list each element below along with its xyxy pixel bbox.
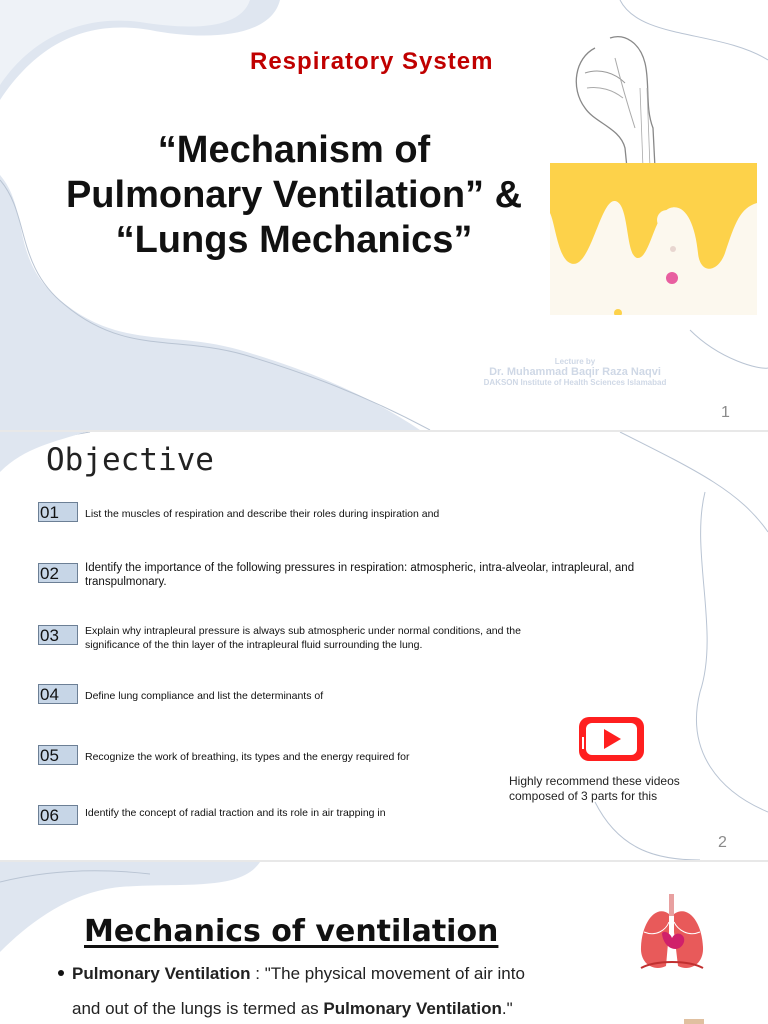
airway-anatomy-sketch xyxy=(565,28,675,168)
objective-text-5: Recognize the work of breathing, its types and the energy required for xyxy=(85,751,410,763)
objective-text-2: Identify the importance of the following pressures in respiration: atmospheric, intra-alveolar, intrapleural, and transpulmonary. xyxy=(85,562,635,588)
lecture-by-label: Lecture by xyxy=(554,357,596,366)
definition-line-2 xyxy=(72,999,632,1019)
objective-number-6: 06 xyxy=(38,805,78,825)
title-line-2: Pulmonary Ventilation” & xyxy=(65,174,523,216)
title-line-3: “Lungs Mechanics” xyxy=(115,219,473,261)
objective-number-4: 04 xyxy=(38,684,78,704)
definition-part-1: : "The physical movement of air into xyxy=(250,964,525,983)
objective-text-6: Identify the concept of radial traction and its role in air trapping in xyxy=(85,807,386,819)
slide-title xyxy=(14,128,574,263)
term-repeat: Pulmonary Ventilation xyxy=(323,999,502,1018)
lecturer-block xyxy=(460,357,690,387)
objective-text-1: List the muscles of respiration and describe their roles during inspiration and xyxy=(85,508,440,520)
partial-graphic xyxy=(684,1014,704,1024)
objective-number-5: 05 xyxy=(38,745,78,765)
definition-line-1 xyxy=(58,964,618,984)
page-number: 2 xyxy=(718,834,727,851)
institute-name: DAKSON Institute of Health Sciences Islamabad xyxy=(483,378,667,387)
subtitle: Respiratory System xyxy=(250,48,494,75)
objective-text-3: Explain why intrapleural pressure is always sub atmospheric under normal conditions, and the significance of the thin layer of the intrapleural fluid surrounding the lung. xyxy=(85,625,521,651)
lungs-icon xyxy=(636,892,708,974)
objective-text-4: Define lung compliance and list the determinants of xyxy=(85,690,324,702)
definition-end: ." xyxy=(501,999,513,1018)
objective-number-1: 01 xyxy=(38,502,78,522)
mechanics-slide xyxy=(0,862,768,1024)
page-number: 1 xyxy=(721,404,730,421)
youtube-play-icon[interactable] xyxy=(574,713,648,768)
slide-heading: Mechanics of ventilation xyxy=(84,914,499,949)
lecturer-name: Dr. Muhammad Baqir Raza Naqvi xyxy=(489,366,661,378)
definition-part-2: and out of the lungs is termed as xyxy=(72,999,324,1018)
decorative-art xyxy=(550,163,757,315)
objective-number-3: 03 xyxy=(38,625,78,645)
objective-heading: Objective xyxy=(46,442,214,478)
title-line-1: “Mechanism of xyxy=(157,129,431,171)
title-slide xyxy=(0,0,768,430)
video-caption: Highly recommend these videos composed of 3 parts for this xyxy=(509,774,680,803)
bullet xyxy=(58,970,64,976)
term: Pulmonary Ventilation xyxy=(72,964,251,983)
objective-number-2: 02 xyxy=(38,563,78,583)
objective-slide xyxy=(0,432,768,860)
